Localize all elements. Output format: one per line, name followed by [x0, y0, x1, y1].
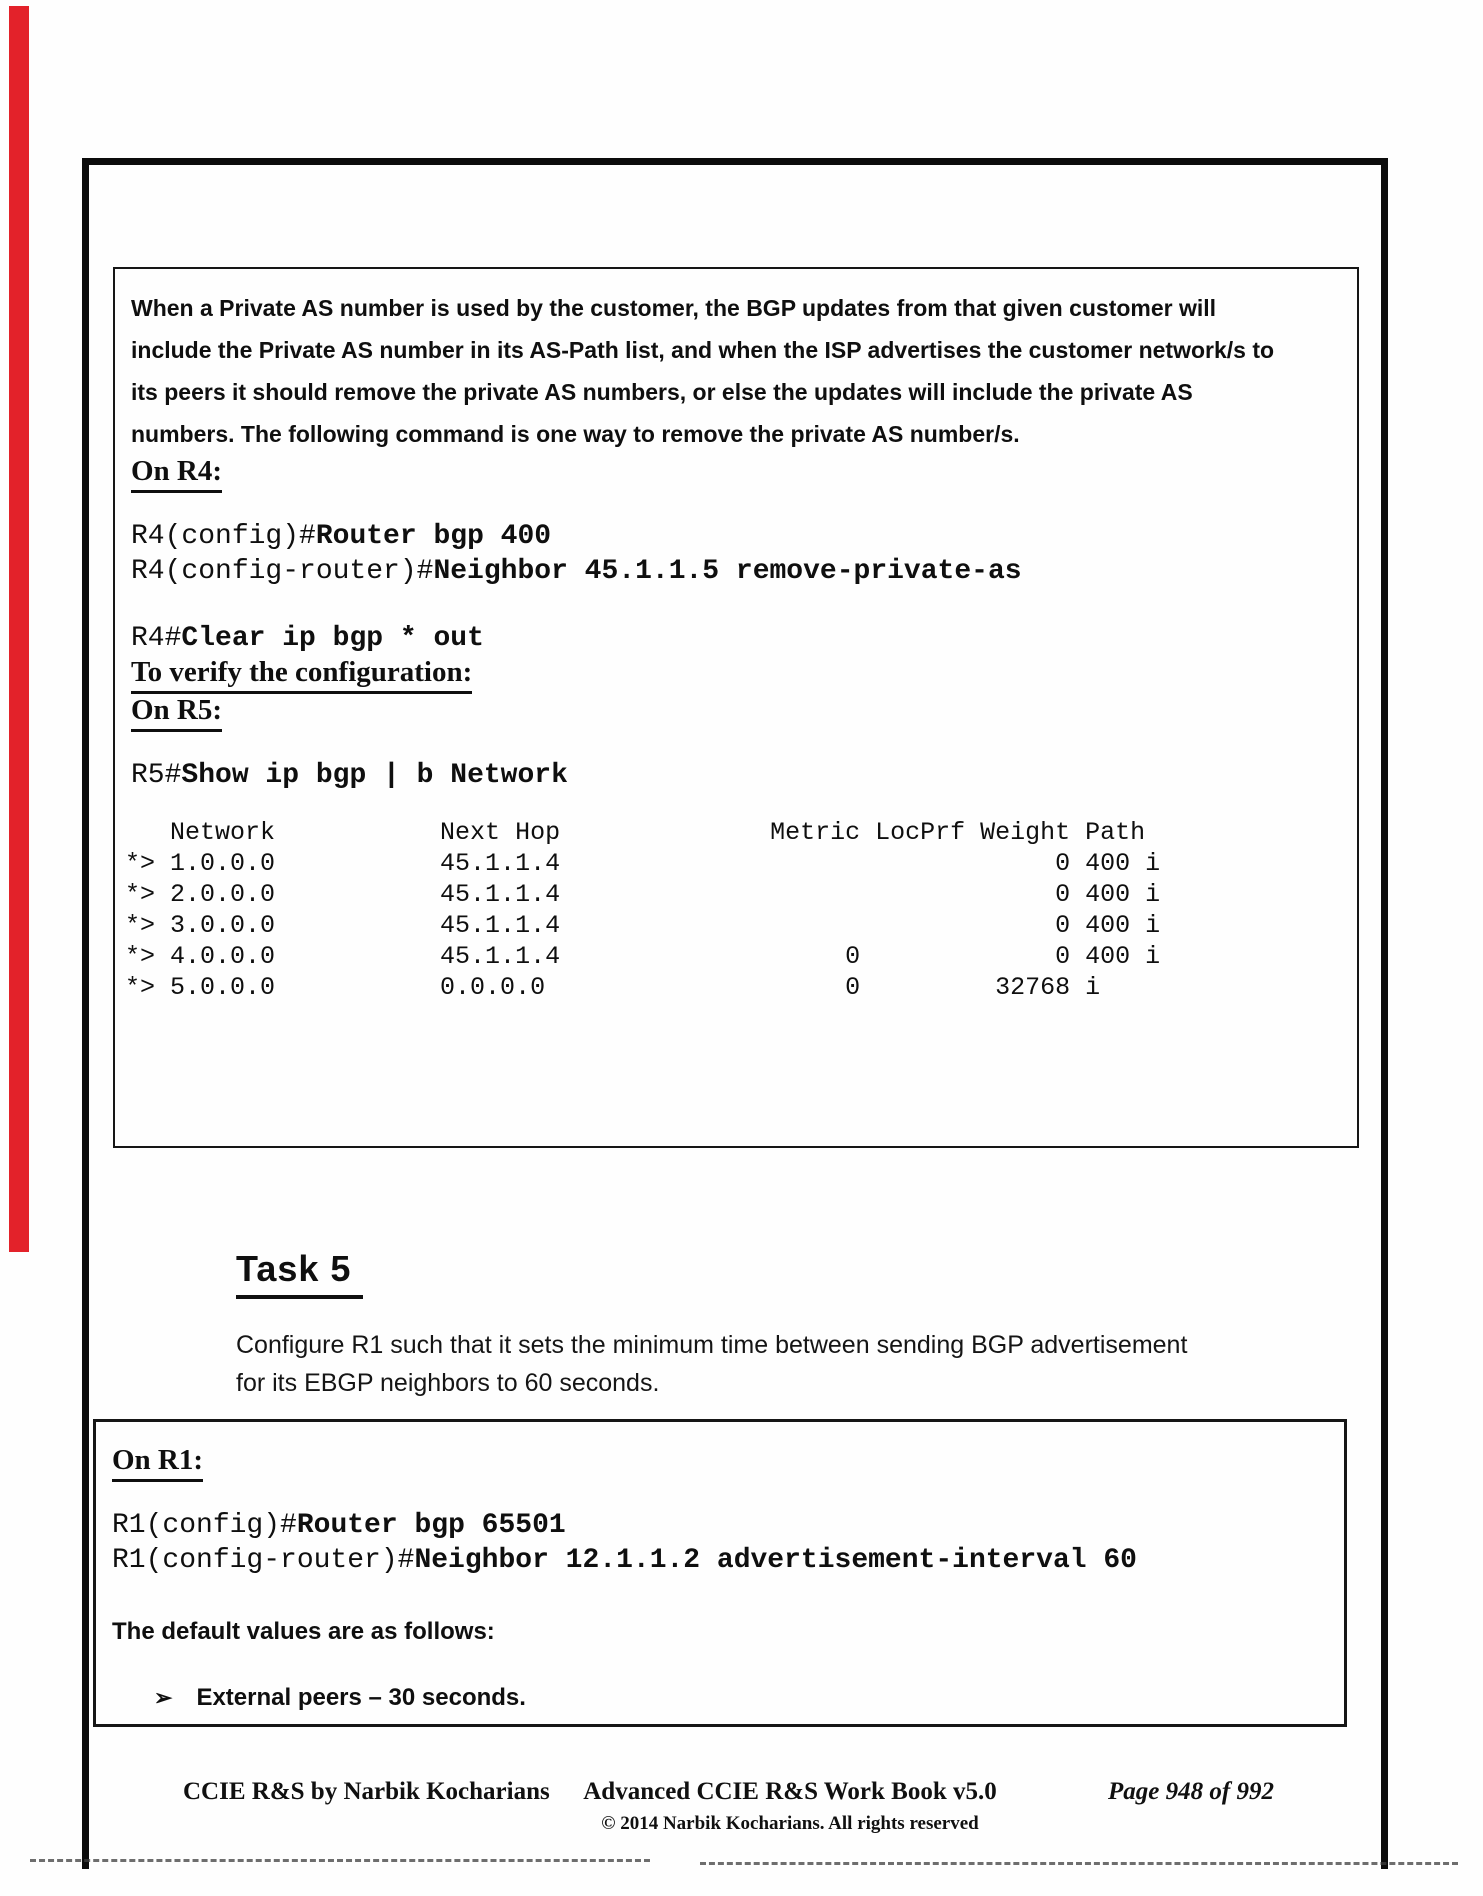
cli-prompt: R5# [131, 760, 182, 791]
solution-panel [93, 1419, 1347, 1727]
cli-prompt: R1(config-router)# [112, 1545, 415, 1576]
cli-command: Show ip bgp | b Network [181, 760, 568, 791]
heading-on-r5-text: On R5: [131, 694, 222, 732]
cli-prompt: R4# [131, 623, 182, 654]
bgp-table-row: *> 2.0.0.0 45.1.1.4 0 400 i [125, 880, 1161, 909]
cli-line [131, 519, 1337, 554]
bgp-table-row: *> 1.0.0.0 45.1.1.4 0 400 i [125, 849, 1161, 878]
cli-prompt: R1(config)# [112, 1510, 297, 1541]
cli-command: Clear ip bgp * out [181, 623, 484, 654]
cli-line [112, 1508, 1320, 1543]
code-block-r1 [112, 1508, 1320, 1578]
code-block-r5 [131, 758, 1337, 793]
config-output-panel [113, 267, 1359, 1148]
cli-prompt: R4(config)# [131, 521, 316, 552]
heading-on-r5 [131, 694, 1337, 732]
heading-on-r4 [131, 455, 1337, 493]
code-block-r4 [131, 519, 1337, 656]
defaults-label: The default values are as follows: [112, 1618, 495, 1645]
heading-on-r4-text: On R4: [131, 455, 222, 493]
bgp-table-output [125, 817, 1337, 1003]
task-description-line: Configure R1 such that it sets the minimum time between sending BGP advertisement [236, 1331, 1188, 1359]
footer-page-number: Page 948 of 992 [1108, 1778, 1274, 1805]
footer-book-title: Advanced CCIE R&S Work Book v5.0 [583, 1778, 997, 1805]
intro-line: include the Private AS number in its AS-Path list, and when the ISP advertises the customer network/s to [131, 337, 1275, 363]
cli-command: Router bgp 400 [315, 521, 552, 552]
scan-artifact-bottom-noise [30, 1859, 650, 1862]
cli-command: Neighbor 45.1.1.5 remove-private-as [433, 556, 1022, 587]
cli-prompt: R4(config-router)# [131, 556, 434, 587]
bgp-table-row: *> 4.0.0.0 45.1.1.4 0 0 400 i [125, 942, 1161, 971]
cli-line [131, 554, 1337, 589]
cli-command: Neighbor 12.1.1.2 advertisement-interval 60 [414, 1545, 1137, 1576]
default-bullet-item [112, 1684, 1320, 1712]
task-title-text: Task 5 [236, 1248, 363, 1299]
bgp-table-header: Network Next Hop Metric LocPrf Weight Path [125, 818, 1146, 847]
footer-book-title-block [555, 1778, 1025, 1835]
heading-on-r1 [112, 1444, 1320, 1482]
heading-on-r1-text: On R1: [112, 1444, 203, 1482]
intro-line: When a Private AS number is used by the customer, the BGP updates from that given customer will [131, 295, 1217, 321]
task-description [236, 1326, 1187, 1402]
task-description-line: for its EBGP neighbors to 60 seconds. [236, 1369, 660, 1397]
scan-artifact-red-strip [9, 6, 29, 1252]
bgp-table-row: *> 5.0.0.0 0.0.0.0 0 32768 i [125, 973, 1101, 1002]
heading-verify-text: To verify the configuration: [131, 656, 472, 694]
cli-command: Router bgp 65501 [296, 1510, 566, 1541]
cli-line [131, 621, 1337, 656]
arrow-bullet-icon: ➢ [154, 1685, 173, 1710]
intro-paragraph [131, 287, 1337, 455]
cli-line [131, 758, 1337, 793]
intro-line: numbers. The following command is one way to remove the private AS number/s. [131, 421, 1020, 447]
task-title [236, 1248, 363, 1299]
footer-author: CCIE R&S by Narbik Kocharians [183, 1778, 550, 1805]
default-bullet-text: External peers – 30 seconds. [196, 1684, 526, 1711]
bgp-table-row: *> 3.0.0.0 45.1.1.4 0 400 i [125, 911, 1161, 940]
scan-artifact-bottom-noise [700, 1862, 1458, 1865]
cli-line [112, 1543, 1320, 1578]
footer-copyright: © 2014 Narbik Kocharians. All rights reserved [601, 1813, 979, 1834]
intro-line: its peers it should remove the private AS numbers, or else the updates will include the private AS [131, 379, 1193, 405]
heading-verify [131, 656, 1337, 694]
